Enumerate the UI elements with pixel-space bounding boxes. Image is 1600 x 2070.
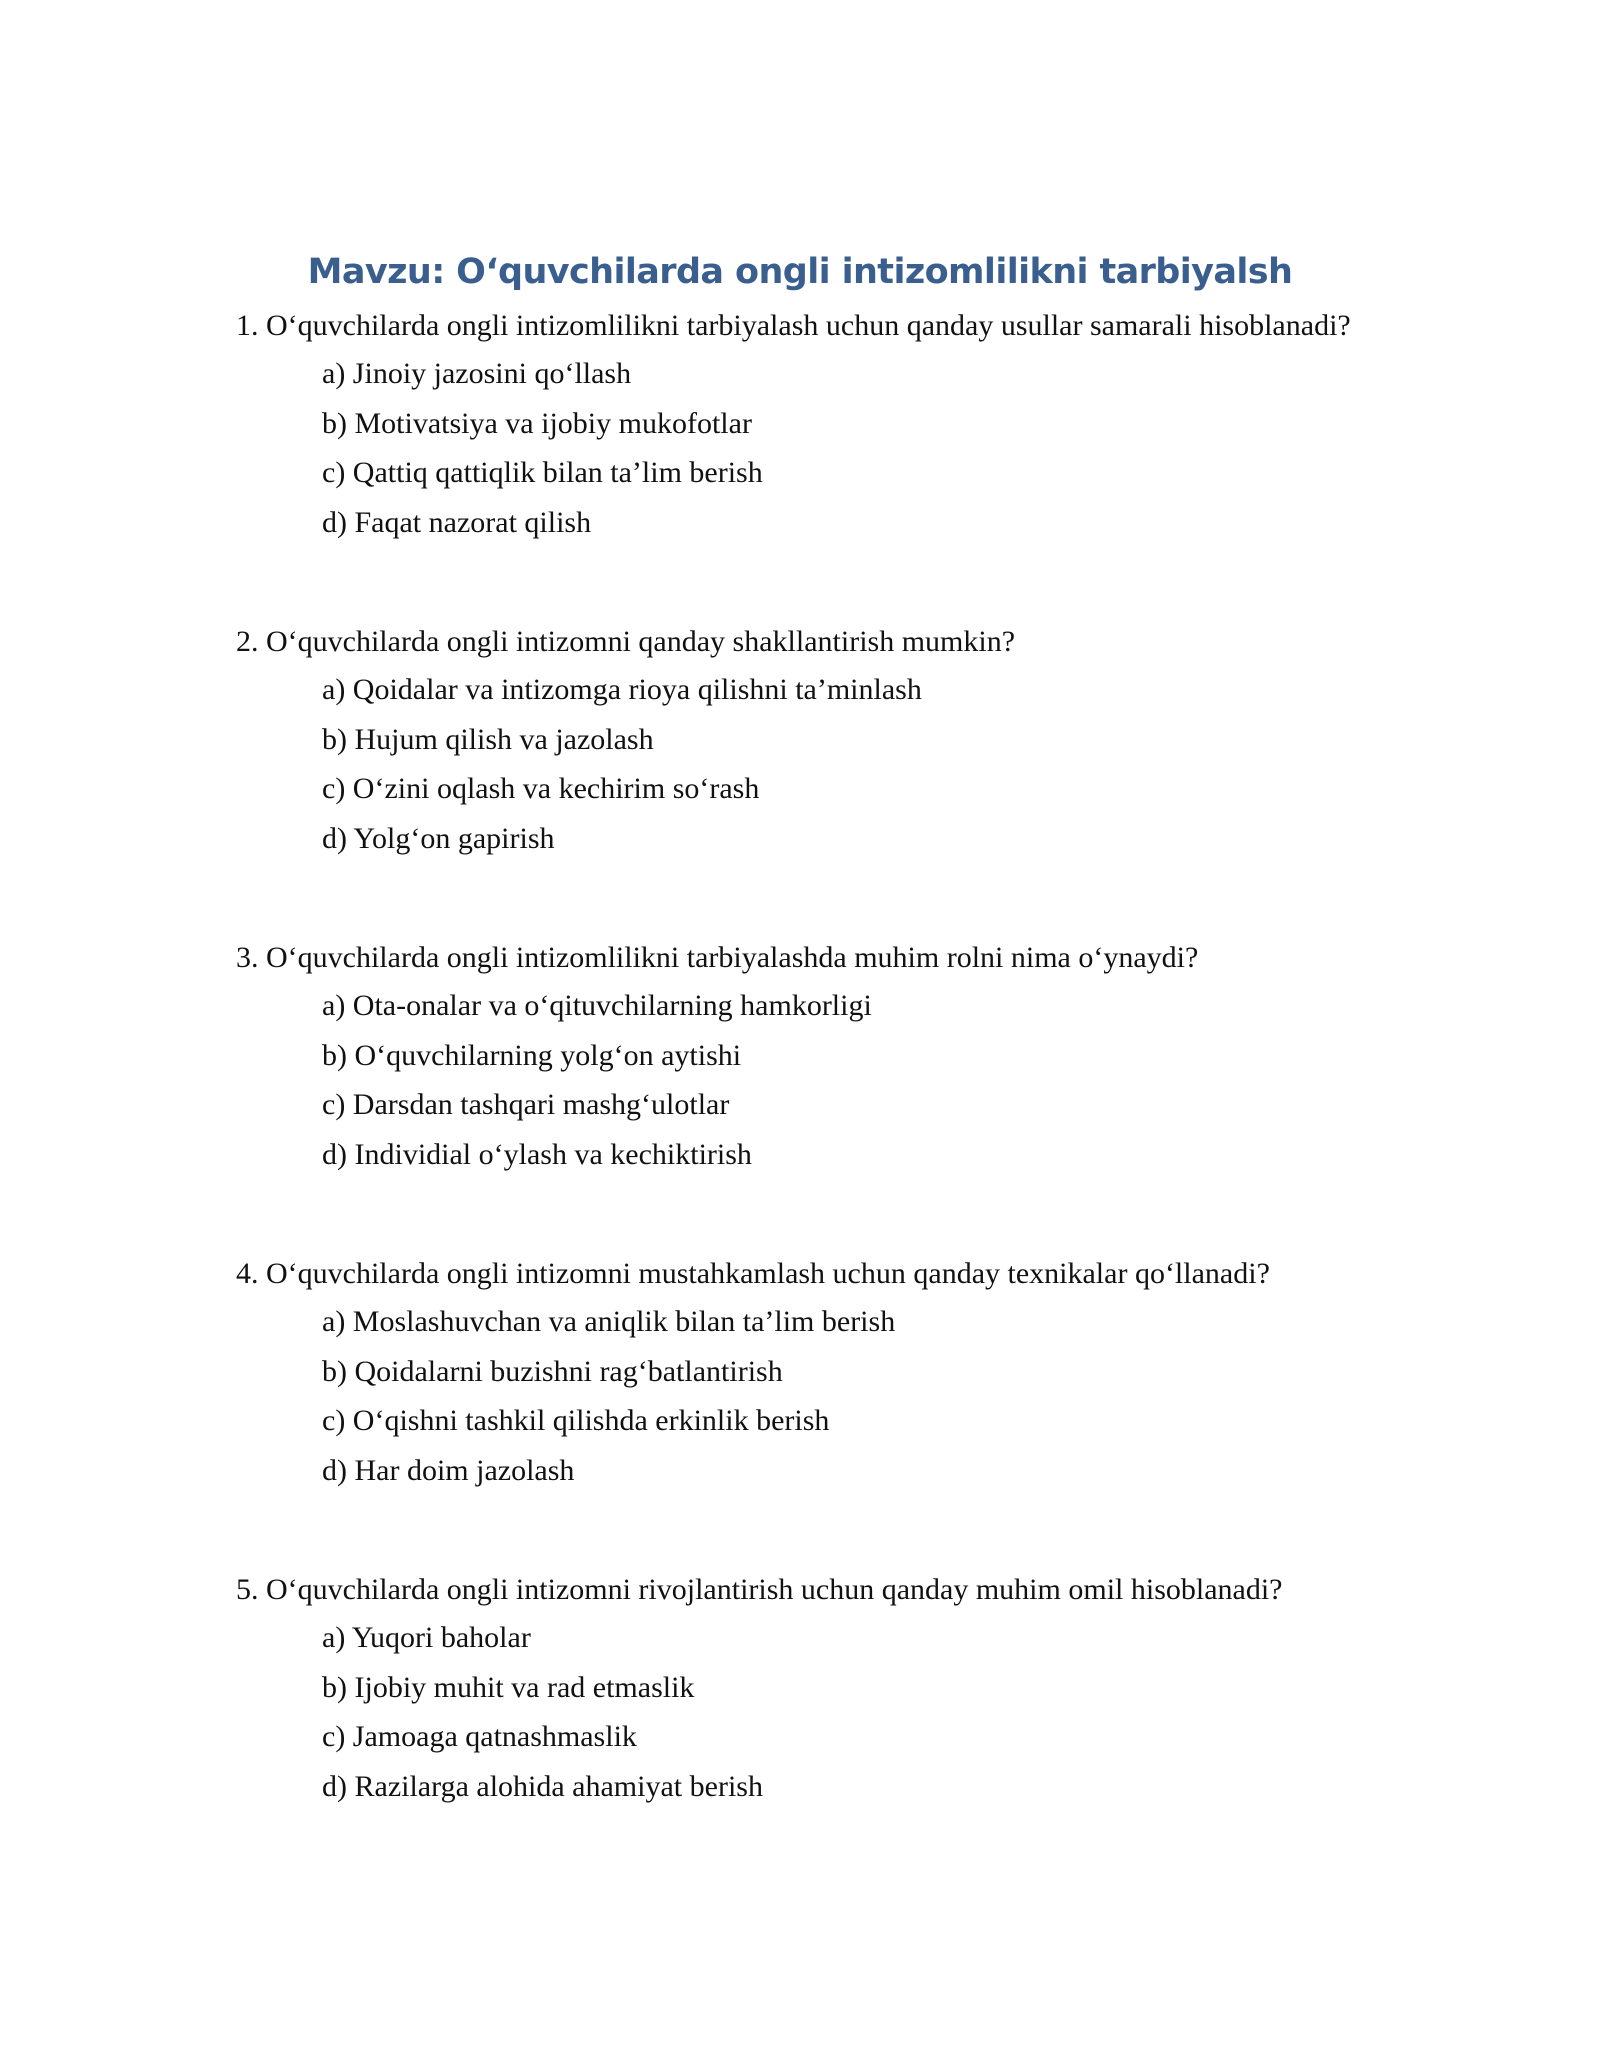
- question-3: [236, 938, 1366, 1184]
- answer-options: [322, 1618, 1366, 1816]
- question-text: 2. O‘quvchilarda ongli intizomni qanday shakllantirish mumkin?: [236, 625, 1016, 658]
- question-4: [236, 1254, 1366, 1500]
- answer-option-a: a) Ota-onalar va o‘qituvchilarning hamkorligi: [322, 989, 872, 1022]
- question-spacer: [236, 868, 1366, 938]
- question-text: 4. O‘quvchilarda ongli intizomni mustahkamlash uchun qanday texnikalar qo‘llanadi?: [236, 1257, 1270, 1290]
- question-text: 5. O‘quvchilarda ongli intizomni rivojlantirish uchun qanday muhim omil hisoblanadi?: [236, 1573, 1283, 1606]
- answer-option-a: a) Yuqori baholar: [322, 1621, 531, 1654]
- answer-option-b: b) Qoidalarni buzishni rag‘batlantirish: [322, 1354, 783, 1388]
- question-list: [236, 306, 1366, 1816]
- answer-option-c: c) Qattiq qattiqlik bilan ta’lim berish: [322, 456, 763, 489]
- question-spacer: [236, 552, 1366, 622]
- answer-option-b: b) Ijobiy muhit va rad etmaslik: [322, 1670, 695, 1704]
- answer-option-b: b) Hujum qilish va jazolash: [322, 722, 654, 756]
- question-5: [236, 1570, 1366, 1816]
- question-text: 3. O‘quvchilarda ongli intizomlilikni tarbiyalashda muhim rolni nima o‘ynaydi?: [236, 941, 1199, 974]
- answer-option-c: c) Darsdan tashqari mashg‘ulotlar: [322, 1088, 730, 1121]
- document-title: Mavzu: O‘quvchilarda ongli intizomlilikni tarbiyalsh: [307, 252, 1293, 292]
- answer-option-a: a) Jinoiy jazosini qo‘llash: [322, 357, 632, 390]
- answer-options: [322, 986, 1366, 1184]
- answer-option-a: a) Qoidalar va intizomga rioya qilishni ta’minlash: [322, 673, 922, 706]
- answer-options: [322, 670, 1366, 868]
- question-spacer: [236, 1184, 1366, 1254]
- answer-option-b: b) O‘quvchilarning yolg‘on aytishi: [322, 1038, 742, 1072]
- answer-option-a: a) Moslashuvchan va aniqlik bilan ta’lim berish: [322, 1305, 896, 1338]
- answer-option-d: d) Individial o‘ylash va kechiktirish: [322, 1137, 752, 1171]
- question-2: [236, 622, 1366, 868]
- answer-option-c: c) O‘qishni tashkil qilishda erkinlik berish: [322, 1404, 830, 1437]
- answer-option-c: c) Jamoaga qatnashmaslik: [322, 1720, 637, 1753]
- answer-option-b: b) Motivatsiya va ijobiy mukofotlar: [322, 406, 752, 440]
- answer-option-d: d) Faqat nazorat qilish: [322, 505, 592, 539]
- question-text: 1. O‘quvchilarda ongli intizomlilikni tarbiyalash uchun qanday usullar samarali hisoblanadi?: [236, 309, 1351, 342]
- answer-option-d: d) Razilarga alohida ahamiyat berish: [322, 1769, 763, 1803]
- question-1: [236, 306, 1366, 552]
- question-spacer: [236, 1500, 1366, 1570]
- answer-option-d: d) Har doim jazolash: [322, 1453, 575, 1487]
- answer-options: [322, 1302, 1366, 1500]
- answer-options: [322, 354, 1366, 552]
- answer-option-d: d) Yolg‘on gapirish: [322, 821, 555, 855]
- answer-option-c: c) O‘zini oqlash va kechirim so‘rash: [322, 772, 760, 805]
